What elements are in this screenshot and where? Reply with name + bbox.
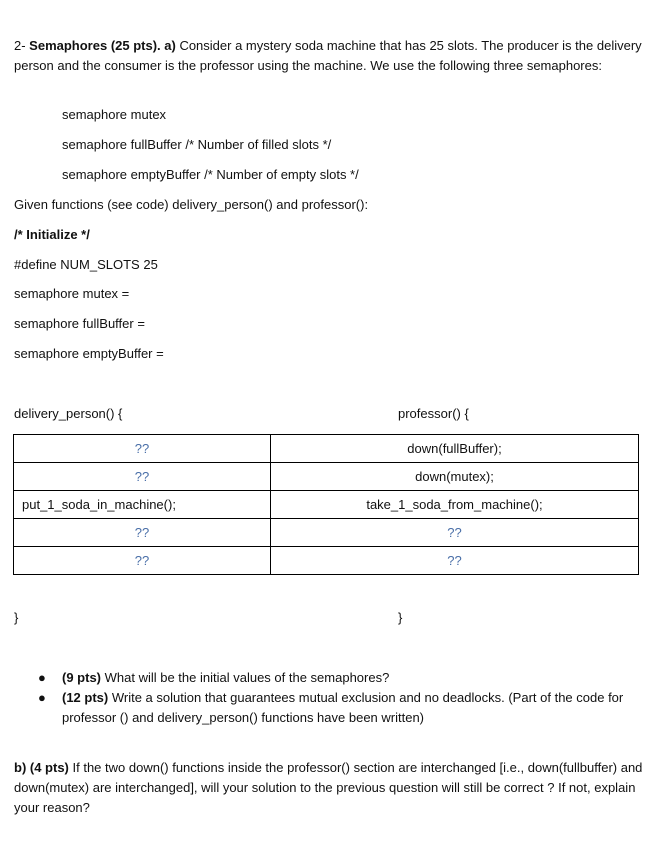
delivery-blank: ?? (14, 547, 271, 575)
code-row (14, 547, 639, 575)
intro-text: Consider a mystery soda machine that has 25 slots. The producer is the delivery person and the consumer is the professor using the machine. We use the following three semaphores: (14, 38, 642, 73)
bullet-text: What will be the initial values of the semaphores? (101, 670, 390, 685)
professor-header: professor() { (398, 406, 469, 421)
code-table (13, 434, 639, 575)
initialize-comment: /* Initialize */ (14, 227, 90, 242)
given-functions-line: Given functions (see code) delivery_person() and professor(): (14, 197, 369, 212)
code-row (14, 463, 639, 491)
question-heading: Semaphores (25 pts). a) (29, 38, 176, 53)
part-b-paragraph (14, 758, 644, 818)
code-row (14, 519, 639, 547)
declaration-mutex: semaphore mutex (62, 107, 167, 122)
professor-close-brace: } (398, 610, 403, 625)
delivery-blank: ?? (14, 519, 271, 547)
list-item (14, 668, 634, 688)
bullet-icon: ● (38, 670, 46, 685)
declaration-fullbuffer: semaphore fullBuffer /* Number of filled slots */ (62, 137, 332, 152)
bullet-points: (9 pts) (62, 670, 101, 685)
intro-paragraph (14, 36, 644, 76)
assign-fullbuffer: semaphore fullBuffer = (14, 316, 145, 331)
professor-statement: down(mutex); (271, 463, 639, 491)
delivery-blank: ?? (14, 435, 271, 463)
delivery-blank: ?? (14, 463, 271, 491)
list-item (14, 688, 634, 728)
professor-blank: ?? (271, 519, 639, 547)
assign-mutex: semaphore mutex = (14, 286, 130, 301)
code-row (14, 491, 639, 519)
professor-statement: down(fullBuffer); (271, 435, 639, 463)
question-list (14, 668, 634, 728)
bullet-icon: ● (38, 690, 46, 705)
part-b-text: If the two down() functions inside the professor() section are interchanged [i.e., down(fullbuffer) and down(mutex) are interchanged], will your solution to the previous question will still be correct ? If not, explain your reason? (14, 760, 643, 815)
declaration-emptybuffer: semaphore emptyBuffer /* Number of empty slots */ (62, 167, 359, 182)
delivery-statement: put_1_soda_in_machine(); (14, 491, 271, 519)
delivery-person-header: delivery_person() { (14, 406, 123, 421)
part-b-heading: b) (4 pts) (14, 760, 69, 775)
code-row (14, 435, 639, 463)
delivery-person-close-brace: } (14, 610, 19, 625)
assign-emptybuffer: semaphore emptyBuffer = (14, 346, 164, 361)
define-line: #define NUM_SLOTS 25 (14, 257, 158, 272)
professor-blank: ?? (271, 547, 639, 575)
bullet-text: Write a solution that guarantees mutual exclusion and no deadlocks. (Part of the code for professor () and delivery_person() functions have been written) (62, 690, 624, 725)
professor-statement: take_1_soda_from_machine(); (271, 491, 639, 519)
bullet-points: (12 pts) (62, 690, 109, 705)
question-number: 2- (14, 38, 30, 53)
